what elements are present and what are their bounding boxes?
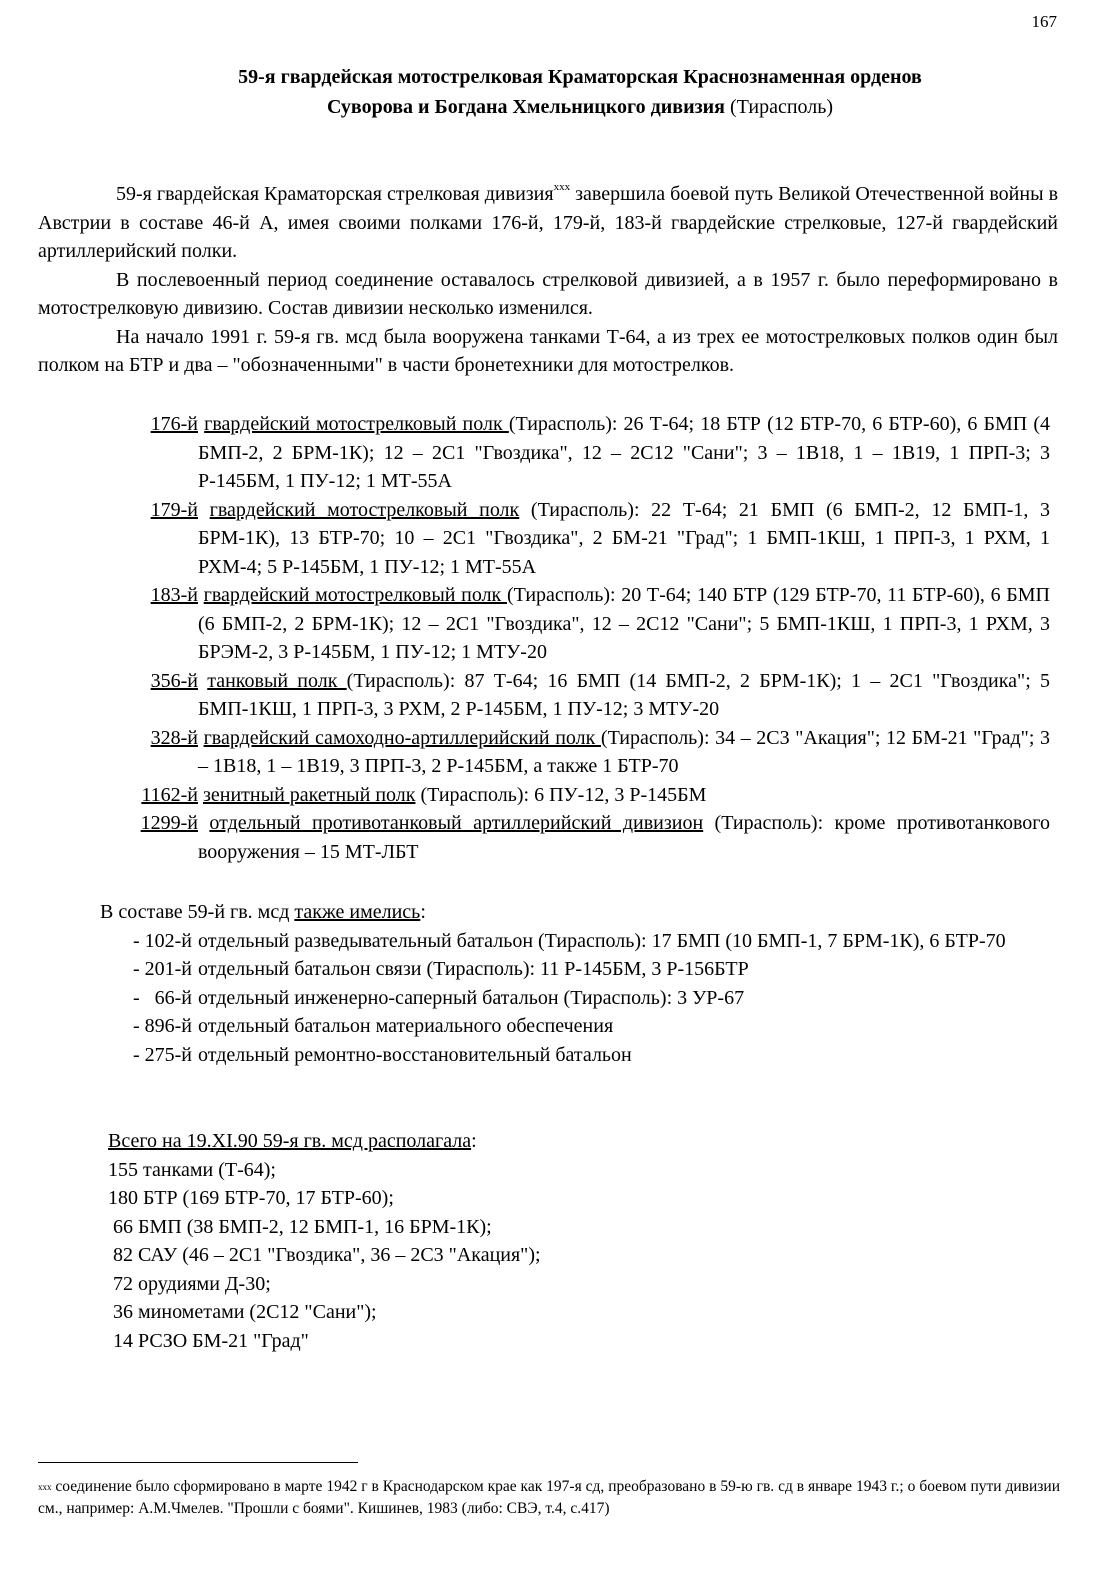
title-line-1: 59-я гвардейская мотострелковая Краматорская Краснознаменная орденов — [238, 66, 922, 88]
totals-row: 72 орудиями Д-30; — [108, 1272, 271, 1295]
page-title — [80, 62, 1080, 122]
totals-row: 14 РСЗО БМ-21 "Град" — [108, 1329, 309, 1352]
unit-name: гвардейский мотострелковый полк — [209, 498, 520, 521]
battalion-text: отдельный батальон материального обеспечения — [198, 1015, 614, 1037]
unit-details: (Тирасполь): 26 Т-64; 18 БТР (12 БТР-70, 6 БТР-60), 6 БМП (4 БМП-2, 2 БРМ-1К); 12 – 2С1 "Гвоздика", 12 – 2С12 "Сани"; 3 – 1В18, 1 – 1В19, 1 ПРП-3; 3 Р-145БМ, 1 ПУ-12; 1 МТ-55А — [198, 413, 1050, 492]
footnote-text: соединение было сформировано в марте 1942 г в Краснодарском крае как 197-я сд, преобразовано в 59-ю гв. сд в январе 1943 г.; о боевом пути дивизии см., например: А.М.Чмелев. "Прошли с боями". Кишинев, 1983 (либо: СВЭ, т.4, с.417) — [38, 1478, 1060, 1517]
unit-item — [118, 581, 1050, 667]
intro-p1-end: завершила боевой путь Великой Отечественной войны в Австрии в составе 46-й А, имея своими полками 176-й, 179-й, 183-й гвардейские стрелковые, 127-й гвардейский артиллерийский полки. — [38, 183, 1059, 262]
battalion-text: отдельный ремонтно-восстановительный батальон — [198, 1043, 632, 1066]
totals-row: 82 САУ (46 – 2С1 "Гвоздика", 36 – 2С3 "Акация"); — [108, 1244, 541, 1266]
battalion-number: - 896-й — [132, 1015, 192, 1037]
totals-row: 155 танками (Т-64); — [108, 1158, 276, 1181]
unit-name: зенитный ракетный полк — [203, 783, 416, 806]
totals-row: 66 БМП (38 БМП-2, 12 БМП-1, 16 БРМ-1К); — [108, 1215, 492, 1238]
battalion-number: - 201-й — [132, 958, 192, 980]
battalion-text: отдельный разведывательный батальон (Тирасполь): 17 БМП (10 БМП-1, 7 БРМ-1К), 6 БТР-70 — [198, 929, 1006, 952]
unit-name: гвардейский мотострелковый полк — [203, 584, 507, 606]
unit-name: отдельный противотанковый артиллерийский дивизион — [209, 812, 704, 834]
units-list — [118, 410, 1050, 866]
footnote-mark: xxx — [38, 1482, 52, 1492]
battalion-text: отдельный батальон связи (Тирасполь): 11 Р-145БМ, 3 Р-156БТР — [198, 958, 749, 980]
unit-number: 328-й — [150, 726, 198, 749]
also-heading — [100, 898, 1060, 927]
intro-p1-start: 59-я гвардейская Краматорская стрелковая дивизия — [116, 183, 554, 205]
footnote-divider — [38, 1462, 358, 1463]
unit-text — [198, 410, 1050, 496]
unit-details: (Тирасполь): 34 – 2С3 "Акация"; 12 БМ-21 "Град"; 3 – 1В18, 1 – 1В19, 3 ПРП-3, 2 Р-145БМ, а также 1 БТР-70 — [198, 726, 1050, 777]
unit-number: 1162-й — [141, 783, 198, 806]
battalion-item — [100, 984, 1060, 1013]
title-line-2-text: Суворова и Богдана Хмельницкого дивизия — [326, 96, 725, 118]
totals-row: 36 минометами (2С12 "Сани"); — [108, 1301, 377, 1323]
battalion-item — [100, 1041, 1060, 1070]
unit-item — [118, 724, 1050, 781]
unit-text — [198, 724, 1050, 781]
battalion-number: - 275-й — [132, 1043, 192, 1066]
intro-paragraph-1 — [38, 180, 1058, 266]
unit-name: танковый полк — [207, 669, 347, 692]
totals-heading-end: : — [471, 1130, 477, 1152]
unit-number: 1299-й — [140, 812, 198, 834]
also-section — [100, 898, 1060, 1069]
totals-section — [108, 1127, 1008, 1355]
unit-number: 176-й — [150, 413, 198, 435]
unit-text — [198, 781, 1050, 810]
footnote — [38, 1476, 1060, 1520]
battalion-item — [100, 927, 1060, 956]
page-number: 167 — [1031, 12, 1057, 31]
unit-number: 179-й — [150, 498, 198, 521]
unit-number: 183-й — [150, 584, 198, 606]
unit-item — [118, 496, 1050, 582]
totals-heading — [108, 1127, 1008, 1156]
unit-item — [118, 410, 1050, 496]
battalion-number: - 102-й — [132, 929, 192, 952]
battalion-number: - 66-й — [132, 986, 192, 1009]
unit-name: гвардейский самоходно-артиллерийский полк — [203, 726, 601, 749]
unit-item — [118, 667, 1050, 724]
also-lead-underlined: также имелись — [294, 901, 421, 923]
footnote-reference: xxx — [553, 181, 571, 193]
unit-details: (Тирасполь): 22 Т-64; 21 БМП (6 БМП-2, 12 БМП-1, 3 БРМ-1К), 13 БТР-70; 10 – 2С1 "Гвоздика", 2 БМ-21 "Град"; 1 БМП-1КШ, 1 ПРП-3, 1 РХМ, 1 РХМ-4; 5 Р-145БМ, 1 ПУ-12; 1 МТ-55А — [198, 498, 1051, 578]
battalion-item — [100, 1012, 1060, 1041]
unit-details: (Тирасполь): кроме противотанкового вооружения – 15 МТ-ЛБТ — [198, 812, 1050, 863]
totals-heading-text: Всего на 19.XI.90 59-я гв. мсд располагала — [108, 1130, 472, 1152]
unit-name: гвардейский мотострелковый полк — [204, 413, 509, 435]
totals-row: 180 БТР (169 БТР-70, 17 БТР-60); — [108, 1187, 394, 1209]
title-place: (Тирасполь) — [724, 96, 834, 118]
unit-text — [198, 581, 1050, 667]
unit-number: 356-й — [150, 669, 198, 692]
battalion-item — [100, 955, 1060, 984]
battalion-text: отдельный инженерно-саперный батальон (Тирасполь): 3 УР-67 — [198, 986, 745, 1009]
unit-details: (Тирасполь): 20 Т-64; 140 БТР (129 БТР-70, 11 БТР-60), 6 БМП (6 БМП-2, 2 БРМ-1К); 12 – 2С1 "Гвоздика", 12 – 2С12 "Сани"; 5 БМП-1КШ, 1 ПРП-3, 1 РХМ, 3 БРЭМ-2, 3 Р-145БМ, 1 ПУ-12; 1 МТУ-20 — [198, 584, 1050, 663]
unit-details: (Тирасполь): 87 Т-64; 16 БМП (14 БМП-2, 2 БРМ-1К); 1 – 2С1 "Гвоздика"; 5 БМП-1КШ, 1 ПРП-3, 3 РХМ, 2 Р-145БМ, 1 ПУ-12; 3 МТУ-20 — [198, 669, 1050, 720]
unit-details: (Тирасполь): 6 ПУ-12, 3 Р-145БМ — [415, 783, 707, 806]
unit-text — [198, 496, 1050, 582]
unit-text — [198, 667, 1050, 724]
intro-section — [38, 180, 1058, 380]
unit-item — [118, 809, 1050, 866]
intro-paragraph-2: В послевоенный период соединение оставалось стрелковой дивизией, а в 1957 г. было переформировано в мотострелковую дивизию. Состав дивизии несколько изменился. — [38, 268, 1058, 319]
unit-text — [198, 809, 1050, 866]
also-lead: В составе 59-й гв. мсд — [100, 901, 295, 923]
unit-item — [118, 781, 1050, 810]
also-lead-end: : — [420, 901, 426, 923]
intro-paragraph-3: На начало 1991 г. 59-я гв. мсд была вооружена танками Т-64, а из трех ее мотострелковых полков один был полком на БТР и два – "обозначенными" в части бронетехники для мотострелков. — [38, 325, 1058, 376]
title-line-2 — [80, 92, 1080, 122]
